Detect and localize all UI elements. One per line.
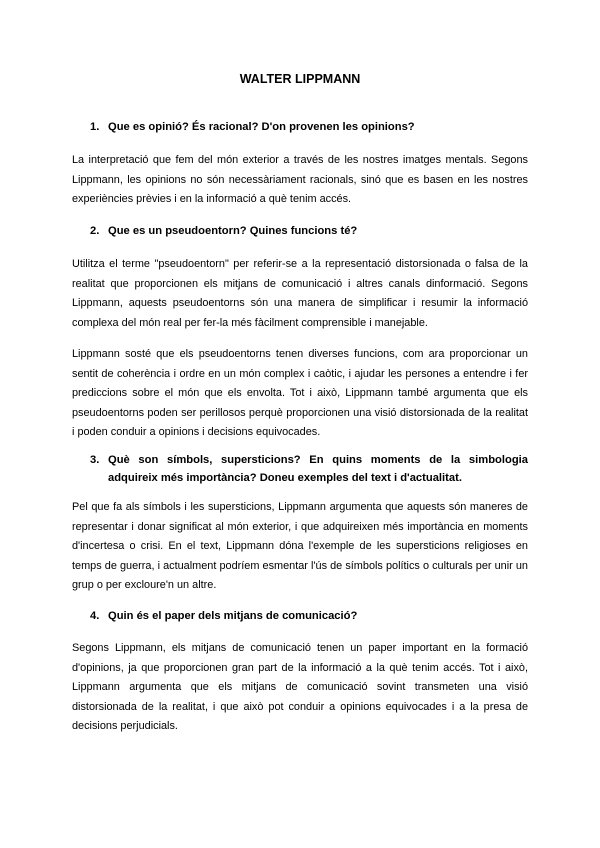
question-number: 1. bbox=[90, 121, 100, 133]
question-number: 2. bbox=[90, 225, 100, 237]
answer-paragraph: Pel que fa als símbols i les supersticions, Lippmann argumenta que aquests són maneres de representar i donar significat al món exterior, i que adquireixen més importància en moments d'incertesa o crisi. En el text, Lippmann dóna l'exemple de les supersticions religioses en temps de guerra, i actualment podríem esmentar l'ús de símbols polítics o culturals per unir un grup o per excloure'n un altre. bbox=[72, 501, 528, 592]
answer-paragraph: Segons Lippmann, els mitjans de comunicació tenen un paper important en la formació d'opinions, ja que proporcionen gran part de la informació a la què tenim accés. Tot i això, Lippmann argumenta que els mitjans de comunicació sovint transmeten una visió distorsionada de la realitat, i que això pot conduir a opinions equivocades i a la presa de decisions perjudicials. bbox=[72, 642, 528, 733]
answer-paragraph: La interpretació que fem del món exterior a través de les nostres imatges mentals. Segons Lippmann, les opinions no són necessàriament racionals, sinó que es basen en les nostres experiències prèvies i en la informació a què tenim accés. bbox=[72, 154, 528, 206]
question-heading bbox=[90, 452, 528, 487]
document-title: WALTER LIPPMANN bbox=[239, 72, 361, 86]
answer-paragraph: Utilitza el terme "pseudoentorn" per referir-se a la representació distorsionada o falsa de la realitat que proporcionen els mitjans de comunicació i altres canals dinformació. Segons Lippmann, aquests pseudoentorns són una manera de simplificar i resumir la informació complexa del món real per fer-la més fàcilment comprensible i manejable. bbox=[72, 258, 528, 329]
question-heading bbox=[90, 608, 528, 626]
answer-paragraph: Lippmann sosté que els pseudoentorns tenen diverses funcions, com ara proporcionar un sentit de coherència i ordre en un món complex i caòtic, i ajudar les persones a entendre i fer prediccions sobre el món que els envolta. Tot i això, Lippmann també argumenta que els pseudoentorns poden ser perillosos perquè proporcionen una visió distorsionada de la realitat i poden conduir a opinions i decisions equivocades. bbox=[72, 348, 528, 439]
question-text: Quin és el paper dels mitjans de comunicació? bbox=[108, 610, 358, 622]
question-heading bbox=[90, 119, 528, 137]
question-heading bbox=[90, 223, 528, 241]
question-number: 4. bbox=[90, 610, 100, 622]
question-text: Que es un pseudoentorn? Quines funcions té? bbox=[108, 225, 358, 237]
question-text: Què son símbols, supersticions? En quins moments de la simbologia adquireix més importància? Doneu exemples del text i d'actualitat. bbox=[108, 454, 528, 484]
question-number: 3. bbox=[90, 454, 100, 466]
question-text: Que es opinió? És racional? D'on provenen les opinions? bbox=[108, 121, 415, 133]
